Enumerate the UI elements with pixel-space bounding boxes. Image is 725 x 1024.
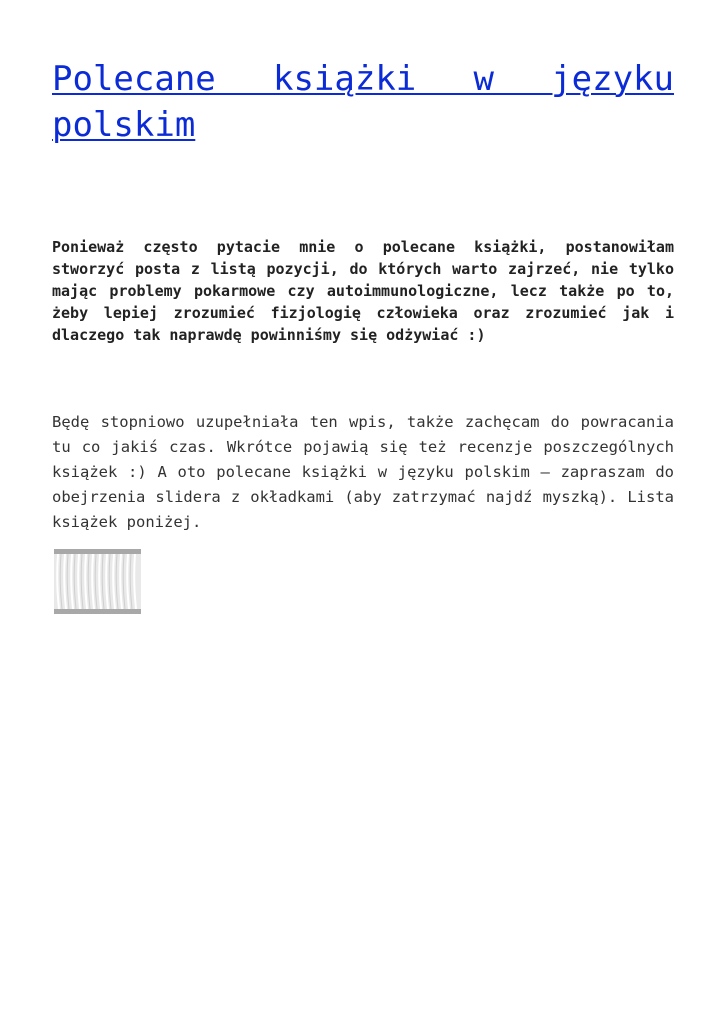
- slider-placeholder-icon: [54, 554, 141, 609]
- title-link[interactable]: Polecane książki w języku polskim: [52, 59, 674, 145]
- article: [52, 56, 674, 535]
- book-covers-slider[interactable]: [54, 549, 141, 614]
- lead-paragraph: Ponieważ często pytacie mnie o polecane książki, postanowiłam stworzyć posta z listą pozycji, do których warto zajrzeć, nie tylko mając problemy pokarmowe czy autoimmunologiczne, lecz także po to, żeby lepiej zrozumieć fizjologię człowieka oraz zrozumieć jak i dlaczego tak naprawdę powinniśmy się odżywiać :): [52, 238, 674, 344]
- slider-bottom-bar: [54, 609, 141, 614]
- page-title: [52, 56, 674, 148]
- body-paragraph: Będę stopniowo uzupełniała ten wpis, także zachęcam do powracania tu co jakiś czas. Wkrótce pojawią się też recenzje poszczególnych książek :) A oto polecane książki w języku polskim – zapraszam do obejrzenia slidera z okładkami (aby zatrzymać najdź myszką). Lista książek poniżej.: [52, 413, 674, 531]
